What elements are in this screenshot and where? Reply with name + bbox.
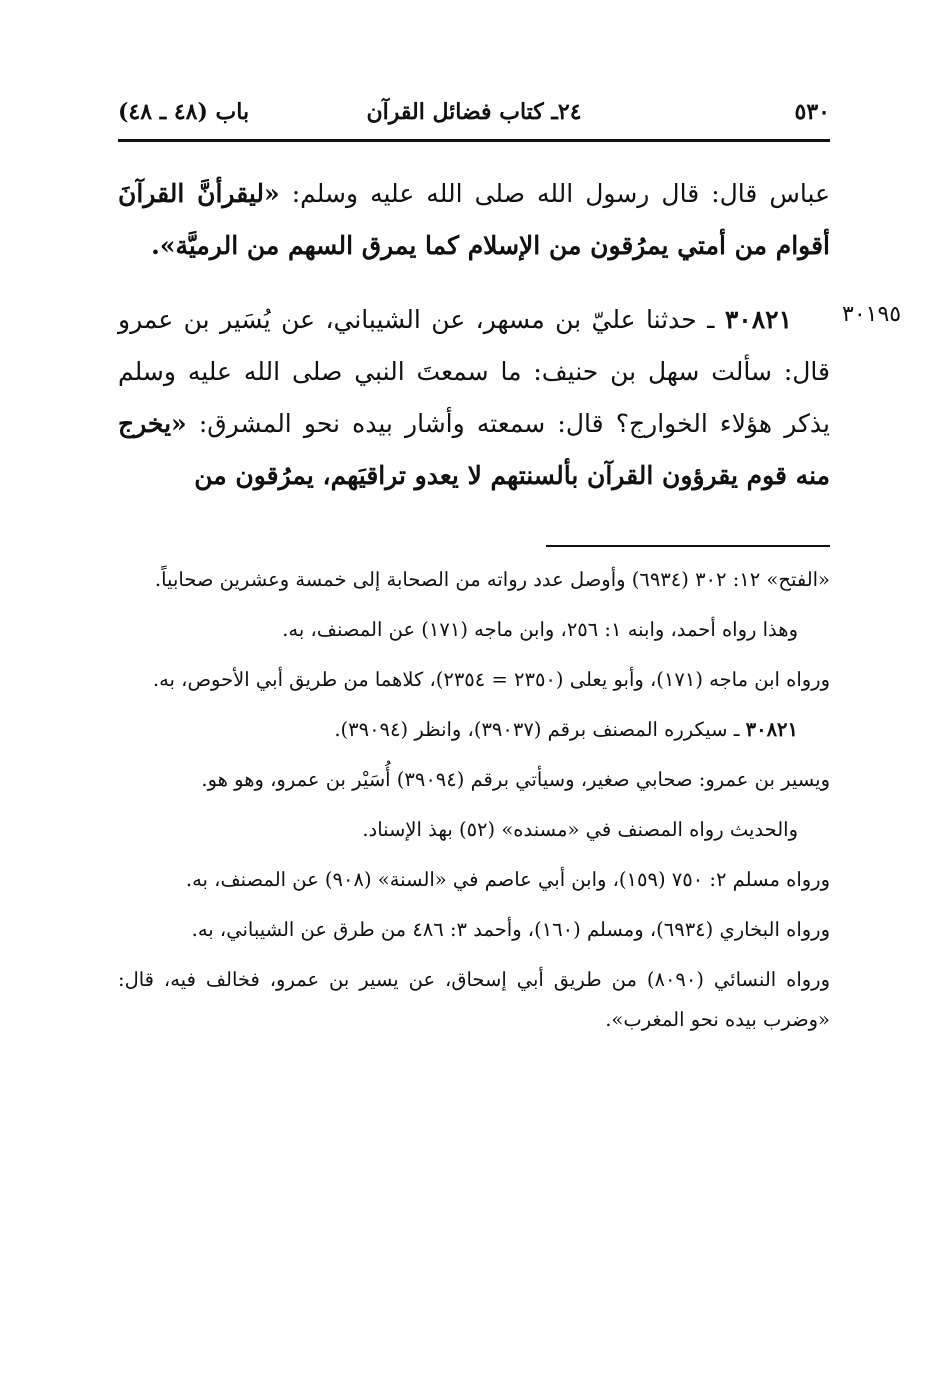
footnote-text: والحديث رواه المصنف في «مسنده» (٥٢) بهذ الإسناد.: [362, 818, 798, 841]
footnote-text: «الفتح» ١٢: ٣٠٢ (٦٩٣٤) وأوصل عدد رواته من الصحابة إلى خمسة وعشرين صحابياً.: [154, 568, 830, 591]
footnote-number: ٣٠٨٢١: [745, 718, 798, 741]
footnote-text: ـ سيكرره المصنف برقم (٣٩٠٣٧)، وانظر (٣٩٠٩٤).: [334, 718, 746, 741]
footnote: [118, 760, 830, 800]
page-number: ٥٣٠: [794, 99, 830, 125]
footnote: [118, 810, 830, 850]
footnote: [118, 710, 830, 750]
footnote-text: ورواه مسلم ٢: ٧٥٠ (١٥٩)، وابن أبي عاصم في «السنة» (٩٠٨) عن المصنف، به.: [185, 868, 830, 891]
footnote-text: ورواه النسائي (٨٠٩٠) من طريق أبي إسحاق، عن يسير بن عمرو، فخالف فيه، قال: «وضرب بيده نحو المغرب».: [118, 968, 830, 1031]
footnote-text: ورواه ابن ماجه (١٧١)، وأبو يعلى (٢٣٥٠ = ٢٣٥٤)، كلاهما من طريق أبي الأحوص، به.: [152, 668, 830, 691]
hadith-number: ٣٠٨٢١: [724, 305, 792, 334]
footnote: [118, 610, 830, 650]
footnote: [118, 560, 830, 600]
book-title: ٢٤ـ كتاب فضائل القرآن: [366, 99, 582, 125]
main-paragraph-2: [118, 294, 830, 502]
footnote: [118, 860, 830, 900]
footnote-text: ويسير بن عمرو: صحابي صغير، وسيأتي برقم (٣٩٠٩٤) أُسَيْر بن عمرو، وهو هو.: [201, 768, 830, 791]
para2-text: ـ حدثنا عليّ بن مسهر، عن الشيباني، عن يُسَير بن عمرو قال: سألت سهل بن حنيف: ما سمعتَ النبي صلى الله عليه وسلم يذكر هؤلاء الخوارج؟ قال: سمعته وأشار بيده نحو المشرق:: [118, 305, 830, 438]
header-rule: [118, 139, 830, 142]
footnote: [118, 910, 830, 950]
footnote: [118, 960, 830, 1040]
section-heading: باب (٤٨ ـ ٤٨): [118, 99, 250, 125]
para1-quote: «ليقرأنَّ القرآنَ أقوام من أمتي يمرُقون من الإسلام كما يمرق السهم من الرميَّة».: [118, 179, 830, 260]
page-header: [118, 92, 830, 132]
footnote-rule: [546, 545, 830, 547]
para1-intro: عباس قال: قال رسول الله صلى الله عليه وسلم:: [279, 179, 830, 208]
marginal-number: ٣٠١٩٥: [842, 302, 902, 327]
main-paragraph-1: [118, 168, 830, 272]
footnote-text: ورواه البخاري (٦٩٣٤)، ومسلم (١٦٠)، وأحمد ٣: ٤٨٦ من طرق عن الشيباني، به.: [191, 918, 830, 941]
para2-quote: «يخرج منه قوم يقرؤون القرآن بألسنتهم لا يعدو تراقيَهم، يمرُقون من: [118, 409, 830, 490]
footnote-text: وهذا رواه أحمد، وابنه ١: ٢٥٦، وابن ماجه (١٧١) عن المصنف، به.: [282, 618, 798, 641]
footnote: [118, 660, 830, 700]
footnotes: [118, 560, 830, 1050]
